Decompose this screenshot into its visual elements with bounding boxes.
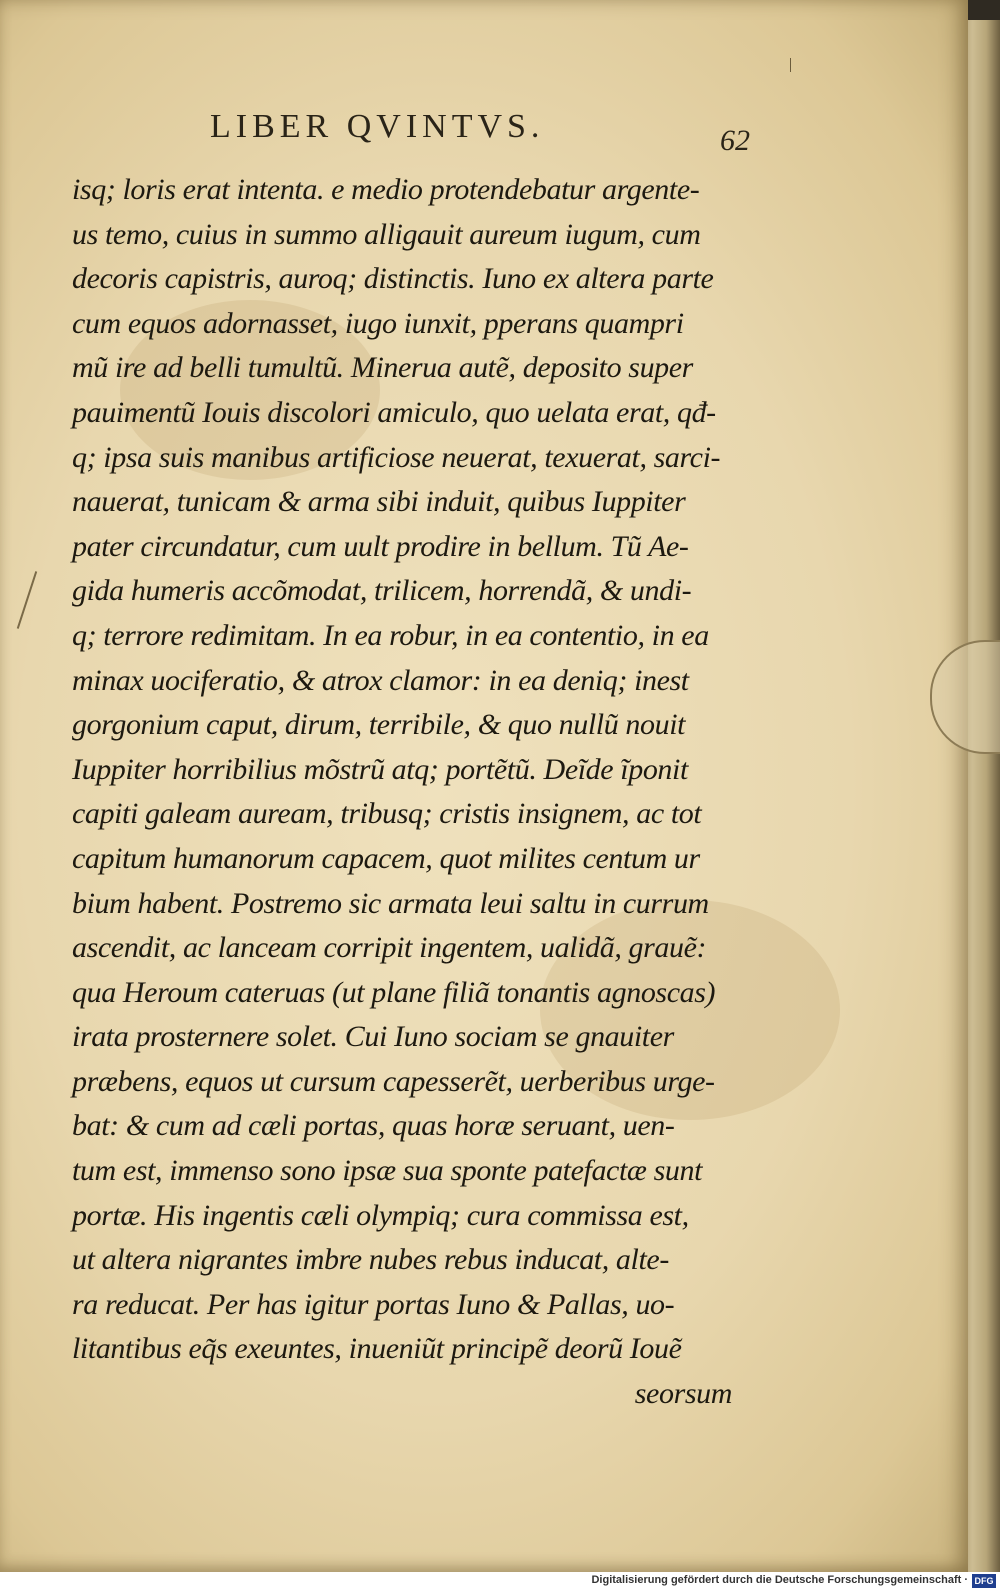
folio-number: 62: [720, 124, 750, 157]
funding-notice: Digitalisierung gefördert durch die Deutsche Forschungsgemeinschaft ·: [591, 1574, 968, 1586]
text-line: ra reducat. Per has igitur portas Iuno & Pallas, uo-: [72, 1287, 675, 1321]
text-line: bium habent. Postremo sic armata leui saltu in currum: [72, 886, 709, 920]
text-line: q; ipsa suis manibus artificiose neuerat, texuerat, sarci-: [72, 440, 721, 474]
margin-tick: [790, 58, 791, 72]
text-block: [72, 168, 772, 1417]
text-line: nauerat, tunicam & arma sibi induit, quibus Iuppiter: [72, 485, 686, 519]
text-line: isq; loris erat intenta. e medio protendebatur argente-: [72, 173, 700, 206]
text-line: gida humeris accõmodat, trilicem, horrendã, & undi-: [72, 574, 692, 608]
text-line: portæ. His ingentis cæli olympiq; cura commissa est,: [72, 1198, 689, 1232]
text-line: ascendit, ac lanceam corripit ingentem, ualidã, grauẽ:: [72, 931, 707, 965]
text-line: us temo, cuius in summo alligauit aureum iugum, cum: [72, 217, 701, 251]
text-line: bat: & cum ad cæli portas, quas horæ seruant, uen-: [72, 1109, 675, 1143]
text-line: minax uociferatio, & atrox clamor: in ea deniq; inest: [72, 663, 689, 697]
text-line: gorgonium caput, dirum, terribile, & quo nullũ nouit: [72, 708, 686, 742]
text-line: mũ ire ad belli tumultũ. Minerua autẽ, deposito super: [72, 351, 693, 385]
text-line: pauimentũ Iouis discolori amiculo, quo uelata erat, qđ-: [72, 395, 716, 429]
text-line: decoris capistris, auroq; distinctis. Iuno ex altera parte: [72, 262, 714, 296]
text-line: irata prosternere solet. Cui Iuno sociam se gnauiter: [72, 1020, 674, 1054]
text-line: ut altera nigrantes imbre nubes rebus inducat, alte-: [72, 1243, 669, 1277]
text-line: cum equos adornasset, iugo iunxit, pperans quampri: [72, 306, 684, 340]
text-line: tum est, immenso sono ipsæ sua sponte patefactæ sunt: [72, 1154, 703, 1188]
text-line: litantibus eq̃s exeuntes, inueniũt principẽ deorũ Iouẽ: [72, 1332, 682, 1366]
dfg-logo-icon: DFG: [972, 1574, 996, 1588]
margin-mark: [17, 571, 37, 629]
catchword: seorsum: [634, 1377, 732, 1411]
text-line: præbens, equos ut cursum capesserẽt, uerberibus urge-: [72, 1064, 715, 1098]
text-line: capiti galeam auream, tribusq; cristis insignem, ac tot: [72, 797, 702, 831]
text-line: Iuppiter horribilius mõstrũ atq; portẽtũ. Deĩde ĩponit: [72, 752, 688, 786]
text-line: capitum humanorum capacem, quot milites centum ur: [72, 841, 700, 875]
text-line: q; terrore redimitam. In ea robur, in ea contentio, in ea: [72, 618, 709, 652]
text-line: pater circundatur, cum uult prodire in bellum. Tũ Ae-: [72, 529, 689, 563]
text-line: qua Heroum cateruas (ut plane filiã tonantis agnoscas): [72, 975, 716, 1009]
running-head: LIBER QVINTVS.: [210, 108, 545, 145]
